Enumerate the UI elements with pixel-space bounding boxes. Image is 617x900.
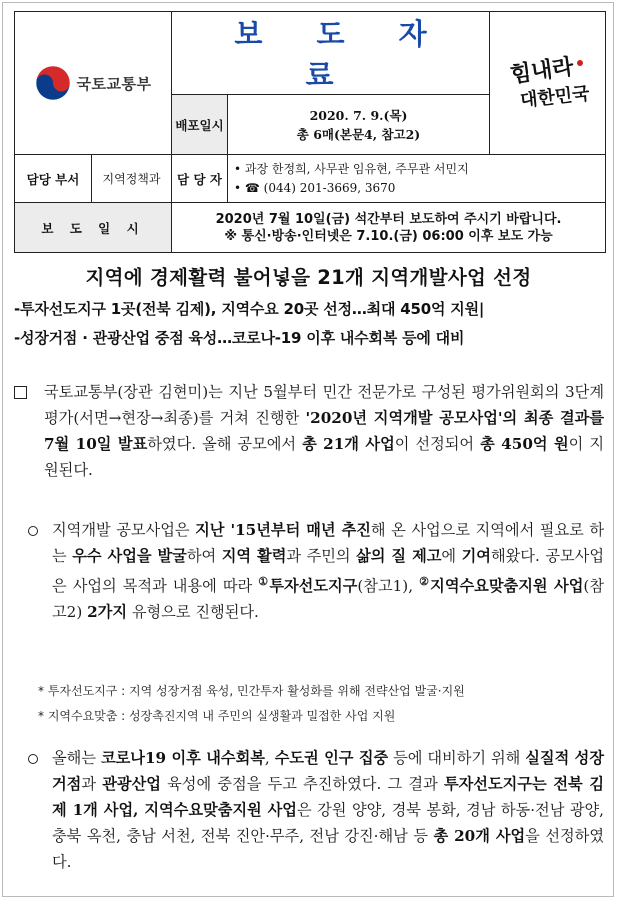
p2-bold-5: 기여 xyxy=(461,547,491,565)
embargo-label: 보 도 일 시 xyxy=(15,203,172,253)
p1-text-4: 이 지원된다. xyxy=(44,435,604,479)
contact-phone: • ☎ (044) 201-3669, 3670 xyxy=(234,180,396,195)
distribution-pages: 총 6매(본문4, 참고2) xyxy=(296,126,421,142)
p3-bold-6: 총 20개 사업 xyxy=(433,827,526,845)
circled-number-2: ② xyxy=(419,575,431,588)
circle-bullet-icon xyxy=(28,754,38,764)
circled-number-1: ① xyxy=(258,575,270,588)
p3-text-4: 과 xyxy=(81,775,103,793)
p1-text-1: 국토교통부(장관 김현미)는 지난 5월부터 민간 전문가로 구성된 평가위원회의 3단계 평가(서면→현장→최종)를 거쳐 진행한 xyxy=(44,383,604,427)
headline: 지역에 경제활력 불어넣을 21개 지역개발사업 선정 xyxy=(85,266,532,289)
ministry-name: 국토교통부 xyxy=(76,74,152,93)
slogan-line1: 힘내라 xyxy=(507,53,575,89)
p2-text-3: 하여 xyxy=(186,547,222,565)
slogan-cell xyxy=(490,12,606,155)
slogan-line2: 대한민국 xyxy=(518,83,591,112)
slogan-calligraphy-logo xyxy=(498,41,598,121)
paragraph-3 xyxy=(52,745,604,875)
p2-text-8: (참고2) xyxy=(52,577,604,622)
p2-text-2: 해 온 사업으로 지역에서 필요로 하는 xyxy=(52,521,604,565)
p1-bold-1: '2020년 지역개발 공모사업'의 최종 결과를 7월 10일 발표 xyxy=(44,409,604,453)
p2-text-1: 지역개발 공모사업은 xyxy=(52,521,196,539)
p2-text-7: (참고1), xyxy=(357,577,420,596)
slogan-dot-icon xyxy=(577,60,583,66)
contact-people: • 과장 한정희, 사무관 임유현, 주무관 서민지 xyxy=(234,161,469,176)
p2-text-5: 에 xyxy=(441,547,462,565)
p3-bold-4: 관광산업 xyxy=(102,775,161,793)
p1-bold-3: 총 450억 원 xyxy=(480,435,569,453)
contact-info xyxy=(228,155,606,203)
embargo-info xyxy=(172,203,606,253)
subheadline-1: -투자선도지구 1곳(전북 김제), 지역수요 20곳 선정…최대 450억 지원| xyxy=(14,300,485,318)
embargo-line2: ※ 통신·방송·인터넷은 7.10.(금) 06:00 이후 보도 가능 xyxy=(224,228,553,244)
ministry-logo-cell xyxy=(15,12,172,155)
footnote-2: * 지역수요맞춤 : 성장촉진지역 내 주민의 실생활과 밀접한 사업 지원 xyxy=(38,709,396,723)
p2-bold-3: 지역 활력 xyxy=(221,547,287,565)
dept-label: 담당 부서 xyxy=(15,155,92,203)
paragraph-2 xyxy=(52,517,604,625)
p2-text-9: 유형으로 진행된다. xyxy=(127,603,259,622)
distribution-date: 2020. 7. 9.(목) xyxy=(309,107,408,123)
p2-text-4: 과 주민의 xyxy=(286,547,357,565)
p2-bold-1: 지난 '15년부터 매년 추진 xyxy=(195,521,371,539)
p3-text-3: 등에 대비하기 위해 xyxy=(388,749,526,767)
p2-bold-6: 투자선도지구 xyxy=(269,577,358,596)
p3-text-5: 육성에 중점을 두고 추진하였다. 그 결과 xyxy=(160,775,444,793)
distribution-label: 배포일시 xyxy=(172,95,228,155)
distribution-info xyxy=(228,95,490,155)
p3-text-7: 을 선정하였다. xyxy=(52,827,604,871)
p3-bold-5: 투자선도지구는 전북 김제 1개 사업, 지역수요맞춤지원 사업 xyxy=(52,775,605,819)
p3-bold-1: 코로나19 이후 내수회복 xyxy=(100,749,265,767)
square-bullet-icon xyxy=(14,386,27,399)
p3-text-1: 올해는 xyxy=(52,749,101,767)
p2-bold-4: 삶의 질 제고 xyxy=(356,547,442,565)
press-release-header-table xyxy=(14,11,606,253)
circle-bullet-icon xyxy=(28,526,38,536)
p2-bold-8: 2가지 xyxy=(87,603,128,622)
footnote-1: * 투자선도지구 : 지역 성장거점 육성, 민간투자 활성화를 위해 전략산업 발굴·지원 xyxy=(38,684,465,698)
p3-bold-2: 수도권 인구 집중 xyxy=(274,749,389,767)
person-label: 담 당 자 xyxy=(172,155,228,203)
p2-bold-7: 지역수요맞춤지원 사업 xyxy=(430,577,584,596)
p3-text-6: 은 강원 양양, 경북 봉화, 경남 하동·전남 광양, 충북 옥천, 충남 서천, 전북 진안·무주, 전남 강진·해남 등 xyxy=(52,801,605,845)
subheadline-2: -성장거점 · 관광산업 중점 육성…코로나-19 이후 내수회복 등에 대비 xyxy=(14,329,465,347)
p3-text-2: , xyxy=(264,749,275,767)
dept-name: 지역정책과 xyxy=(92,155,172,203)
p3-bold-3: 실질적 성장거점 xyxy=(52,749,605,793)
p1-bold-2: 총 21개 사업 xyxy=(302,435,395,453)
paragraph-1 xyxy=(44,379,604,483)
embargo-line1: 2020년 7월 10일(금) 석간부터 보도하여 주시기 바랍니다. xyxy=(215,211,562,227)
p1-text-3: 이 선정되어 xyxy=(394,435,481,453)
p2-bold-2: 우수 사업을 발굴 xyxy=(72,547,187,565)
p2-text-6: 해왔다. 공모사업은 사업의 목적과 내용에 따라 xyxy=(52,547,605,596)
document-title: 보 도 자 료 xyxy=(234,17,449,92)
p1-text-2: 하였다. 올해 공모에서 xyxy=(147,435,303,453)
taegeuk-logo-icon xyxy=(35,65,71,101)
title-cell xyxy=(172,12,490,95)
